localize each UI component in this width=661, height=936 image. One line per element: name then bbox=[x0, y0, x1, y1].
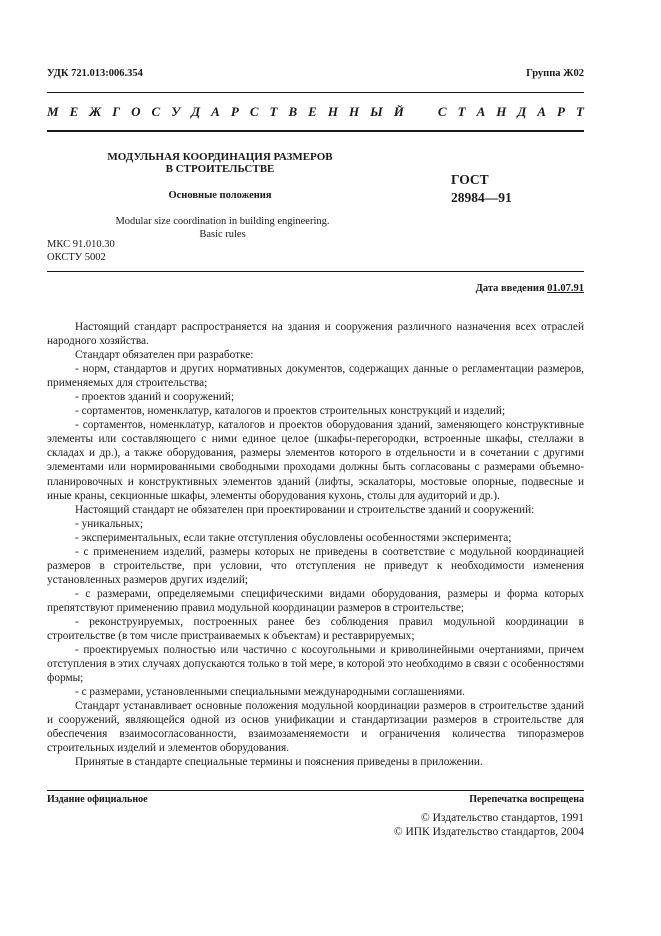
english-title-line2: Basic rules bbox=[199, 229, 246, 240]
banner-letter: У bbox=[171, 104, 181, 119]
banner-letter: С bbox=[249, 104, 259, 119]
body-paragraph: Принятые в стандарте специальные термины и пояснения приведены в приложении. bbox=[75, 756, 483, 769]
interstate-standard-banner bbox=[47, 104, 584, 120]
banner-letter: Р bbox=[230, 104, 239, 119]
body-paragraph: - реконструируемых, построенных ранее без соблюдения правил модульной координации в строительстве (в том числе пристраиваемых к объектам) и реставрируемых; bbox=[47, 615, 584, 643]
introduction-date-label: Дата введения bbox=[475, 283, 545, 294]
body-paragraph: - с применением изделий, размеры которых не приведены в соответствие с модульной координацией размеров в строительстве, при условии, что отступления не приведут к необходимости изменения установленных размеров других изделий; bbox=[47, 545, 584, 586]
banner-letter: А bbox=[476, 104, 486, 119]
banner-letter: Н bbox=[327, 104, 338, 119]
banner-letter: Ы bbox=[370, 104, 383, 119]
document-title-line1: МОДУЛЬНАЯ КООРДИНАЦИЯ РАЗМЕРОВ bbox=[107, 151, 333, 163]
banner-letter: Н bbox=[348, 104, 360, 119]
body-paragraph: Настоящий стандарт не обязателен при проектировании и строительстве зданий и сооружений: bbox=[75, 503, 535, 516]
okstu-code: ОКСТУ 5002 bbox=[47, 252, 106, 263]
banner-letter: Е bbox=[69, 104, 79, 119]
banner-letter: Т bbox=[269, 104, 278, 119]
body-paragraph: - уникальных; bbox=[75, 517, 143, 530]
body-paragraph: - проектов зданий и сооружений; bbox=[75, 391, 235, 404]
body-paragraph: Настоящий стандарт распространяется на здания и сооружения различного назначения всех отраслей народного хозяйства. bbox=[47, 321, 584, 348]
banner-letter: Т bbox=[457, 104, 466, 119]
banner-letter: М bbox=[47, 104, 59, 119]
english-title-line1: Modular size coordination in building engineering. bbox=[115, 216, 330, 227]
official-edition-label: Издание официальное bbox=[47, 794, 148, 805]
body-paragraph: Стандарт обязателен при разработке: bbox=[75, 349, 254, 362]
introduction-date bbox=[476, 283, 584, 294]
banner-letter: Г bbox=[112, 104, 121, 119]
banner-letter: С bbox=[437, 104, 447, 119]
banner-letter: А bbox=[211, 104, 220, 119]
document-subtitle: Основные положения bbox=[168, 190, 272, 201]
banner-letter: Т bbox=[575, 104, 584, 119]
banner-letter: Ж bbox=[89, 104, 102, 119]
banner-letter: Е bbox=[308, 104, 317, 119]
body-paragraph: - экспериментальных, если такие отступления обусловлены особенностями эксперимента; bbox=[75, 531, 512, 544]
banner-letter: А bbox=[537, 104, 546, 119]
body-paragraph: - норм, стандартов и других нормативных документов, содержащих данные о регламентации размеров, применяемых для строительства; bbox=[47, 363, 584, 390]
banner-letter: Д bbox=[517, 104, 527, 119]
document-body bbox=[47, 320, 584, 770]
body-paragraph: - с размерами, определяемыми специфическими видами оборудования, размеры и форма которых препятствуют применению правил модульной координации размеров в строительстве; bbox=[47, 587, 584, 614]
banner-letter: Н bbox=[496, 104, 507, 119]
top-rule bbox=[47, 92, 584, 93]
banner-rule bbox=[47, 130, 584, 132]
copyright-line2: © ИПК Издательство стандартов, 2004 bbox=[393, 826, 584, 838]
banner-letter: О bbox=[131, 104, 141, 119]
footer-rule bbox=[47, 790, 584, 791]
banner-letter: С bbox=[151, 104, 161, 119]
codes-rule bbox=[47, 271, 584, 272]
gost-number: 28984—91 bbox=[451, 190, 512, 205]
body-paragraph: - с размерами, установленными специальными международными соглашениями. bbox=[75, 686, 465, 699]
body-paragraph: Стандарт устанавливает основные положения модульной координации размеров в строительстве зданий и сооружений, являющейся одной из основ унификации и стандартизации размеров в строительстве для обеспечения взаимосогласованности, взаимозаменяемости и ограничения количества типоразмеров строительных изделий и элементов оборудования. bbox=[47, 700, 584, 755]
gost-label: ГОСТ bbox=[451, 172, 489, 187]
group-code: Группа Ж02 bbox=[526, 68, 584, 79]
introduction-date-value: 01.07.91 bbox=[547, 283, 584, 294]
reprint-prohibited-label: Перепечатка воспрещена bbox=[469, 794, 584, 805]
udk-code: УДК 721.013:006.354 bbox=[47, 68, 143, 79]
body-paragraph: - сортаментов, номенклатур, каталогов и проектов строительных конструкций и изделий; bbox=[75, 405, 506, 418]
banner-letter: Д bbox=[191, 104, 201, 119]
banner-letter: В bbox=[288, 104, 298, 119]
document-title-line2: В СТРОИТЕЛЬСТВЕ bbox=[165, 163, 275, 175]
banner-letter: Й bbox=[393, 104, 404, 119]
body-paragraph: - проектируемых полностью или частично с косоугольными и криволинейными очертаниями, причем отступления в этих случаях допускаются только в той мере, в которой это необходимо в связи с особенностями формы; bbox=[47, 644, 584, 685]
mks-code: МКС 91.010.30 bbox=[47, 239, 115, 250]
body-paragraph: - сортаментов, номенклатур, каталогов и проектов оборудования зданий, заменяющего конструктивные элементы или составляющего с ними единое целое (шкафы-перегородки, встроенные шкафы, стеллажи в складах и др.), а также оборудования, размеры элементов которого в отдельности и в сочетании с другими элементами или нормированными свободными проходами должны быть согласованы с размерами объемно-планировочных и конструктивных элементов зданий (лифты, эскалаторы, мостовые опорные, подвесные и иные краны, секционные шкафы, элементы оборудования кухонь, столы для аудиторий и др.). bbox=[47, 419, 584, 502]
banner-letter: Р bbox=[556, 104, 565, 119]
copyright-line1: © Издательство стандартов, 1991 bbox=[420, 812, 584, 824]
